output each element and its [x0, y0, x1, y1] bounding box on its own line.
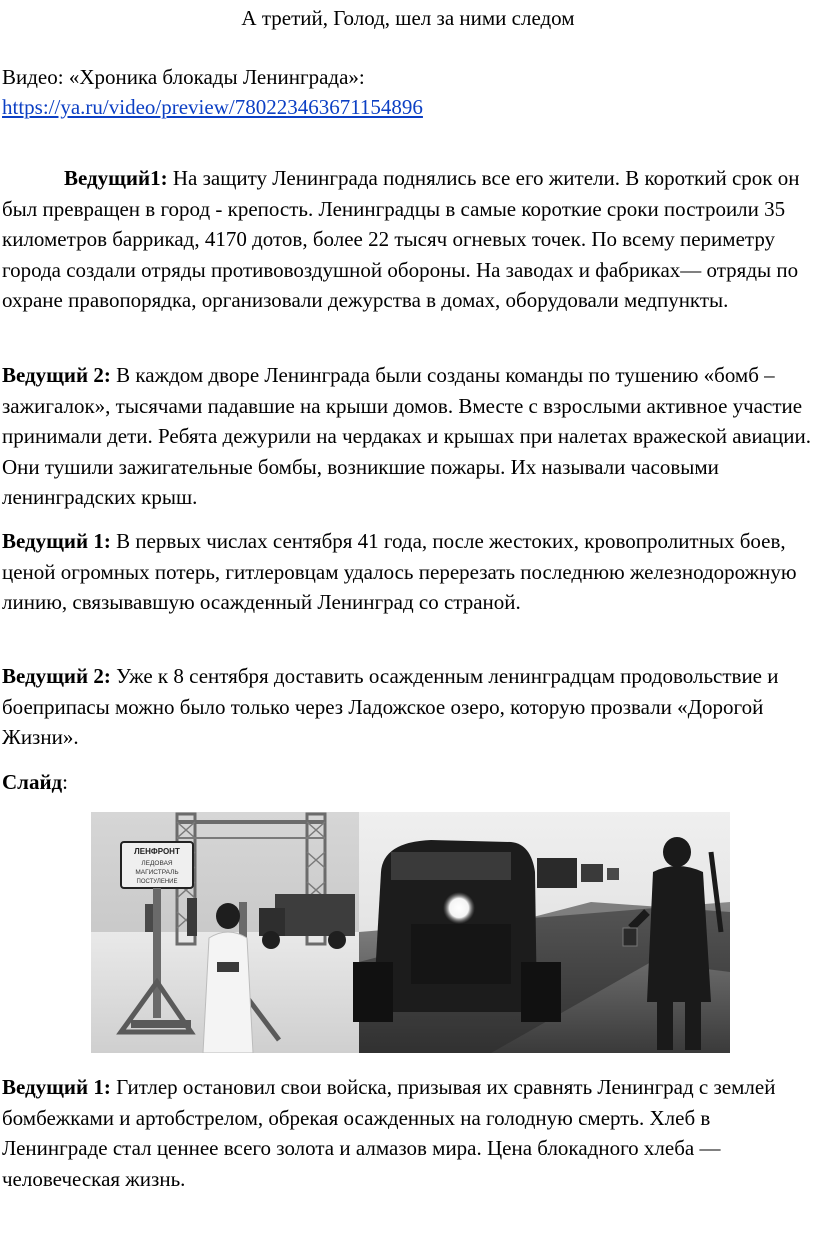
paragraph-text: Уже к 8 сентября доставить осажденным ленинградцам продовольствие и боеприпасы можно было только через Ладожское озеро, которую прозвали «Дорогой Жизни». [2, 664, 779, 749]
sign-line-3: МАГИСТРАЛЬ [135, 869, 179, 876]
paragraph-text: На защиту Ленинграда поднялись все его жители. В короткий срок он был превращен в город - крепость. Ленинградцы в самые короткие сроки построили 35 километров баррикад, 4170 дотов, более 22 тысяч огневых точек. По всему периметру города создали отряды противовоздушной обороны. На заводах и фабриках— отряды по охране правопорядка, организовали дежурства в домах, оборудовали медпункты. [2, 166, 800, 312]
left-photo [91, 812, 359, 1053]
paragraph-text: Гитлер остановил свои войска, призывая их сравнять Ленинград с землей бомбежками и артобстрелом, обрекая осажденных на голодную смерть. Хлеб в Ленинграде стал ценнее всего золота и алмазов мира. Цена блокадного хлеба — человеческая жизнь. [2, 1075, 776, 1191]
paragraph-text: В первых числах сентября 41 года, после жестоких, кровопролитных боев, ценой огромных потерь, гитлеровцам удалось перерезать последнюю железнодорожную линию, связывавшую осажденный Ленинград со страной. [2, 529, 797, 614]
sign-line-1: ЛЕНФРОНТ [134, 847, 180, 856]
video-label: Видео: «Хроника блокады Ленинграда»: [2, 65, 365, 89]
speaker-label: Ведущий1: [64, 166, 168, 190]
paragraph-3 [2, 526, 814, 618]
paragraph-4 [2, 661, 814, 753]
paragraph-5 [2, 1072, 814, 1194]
right-photo [353, 812, 730, 1053]
speaker-label: Ведущий 2: [2, 363, 111, 387]
speaker-label: Ведущий 1: [2, 1075, 111, 1099]
slide-label: Слайд: [2, 770, 69, 794]
speaker-label: Ведущий 2: [2, 664, 111, 688]
paragraph-2 [2, 360, 814, 513]
video-link[interactable]: https://ya.ru/video/preview/780223463671154896 [2, 95, 423, 119]
paragraph-1 [2, 163, 814, 316]
document-title: А третий, Голод, шел за ними следом [241, 6, 575, 30]
speaker-label: Ведущий 1: [2, 529, 111, 553]
sign-line-4: ПОСТУЛЕНИЕ [136, 879, 178, 885]
video-reference [2, 62, 423, 122]
sign-line-2: ЛЕДОВАЯ [141, 860, 173, 867]
slide-photo [91, 812, 730, 1053]
paragraph-text: В каждом дворе Ленинграда были созданы команды по тушению «бомб – зажигалок», тысячами падавшие на крыши домов. Вместе с взрослыми активное участие принимали дети. Ребята дежурили на чердаках и крышах при налетах вражеской авиации. Они тушили зажигательные бомбы, возникшие пожары. Их называли часовыми ленинградских крыш. [2, 363, 811, 509]
